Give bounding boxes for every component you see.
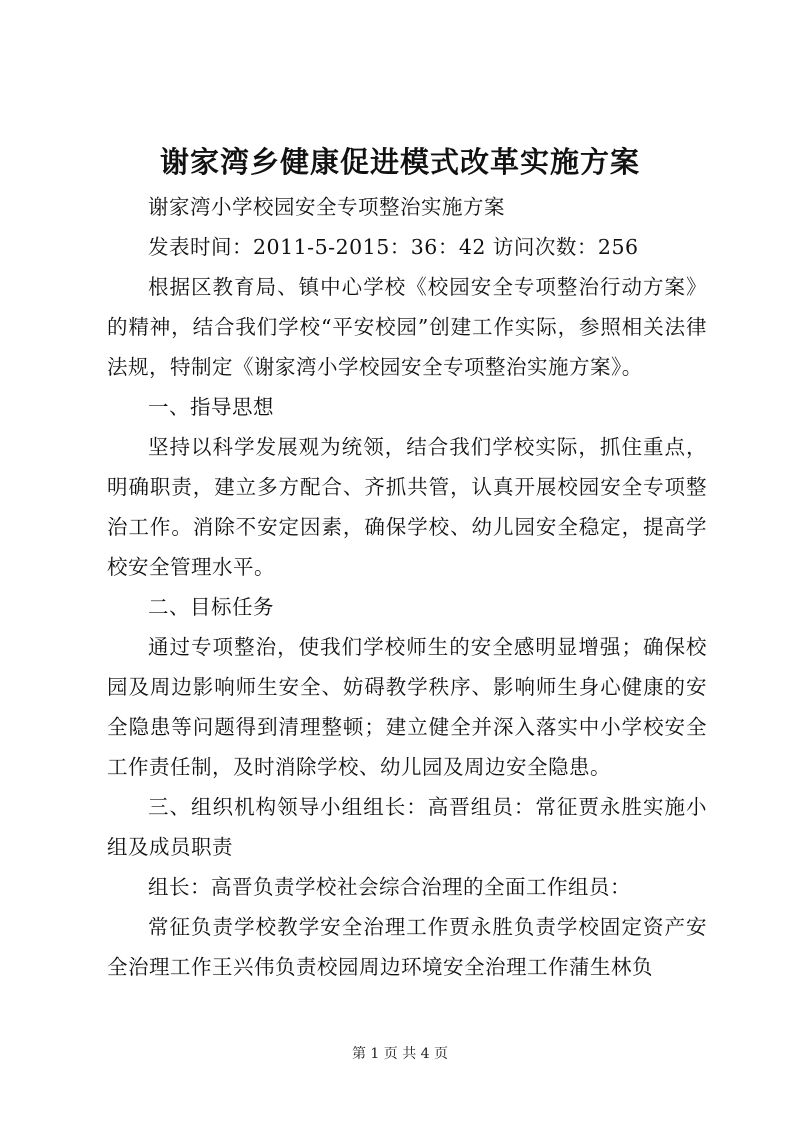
subtitle-paragraph: 谢家湾小学校园安全专项整治实施方案 (148, 195, 505, 219)
document-title: 谢家湾乡健康促进模式改革实施方案 (159, 145, 640, 179)
intro-paragraph: 根据区教育局、镇中心学校《校园安全专项整治行动方案》的精神，结合我们学校“平安校园”创建工作实际，参照相关法律法规，特制定《谢家湾小学校园安全专项整治实施方案》。 (107, 275, 707, 379)
responsibilities-paragraph: 常征负责学校教学安全治理工作贾永胜负责学校固定资产安全治理工作王兴伟负责校园周边环境安全治理工作蒲生林负 (107, 915, 707, 979)
publish-info-paragraph: 发表时间：2011-5-2015：36：42 访问次数：256 (148, 235, 639, 259)
guiding-ideology-paragraph: 坚持以科学发展观为统领，结合我们学校实际，抓住重点，明确职责，建立多方配合、齐抓共管，认真开展校园安全专项整治工作。消除不安定因素，确保学校、幼儿园安全稳定，提高学校安全管理水平。 (107, 435, 707, 579)
document-body (107, 187, 707, 987)
organization-paragraph: 三、组织机构领导小组组长：高晋组员：常征贾永胜实施小组及成员职责 (107, 795, 707, 859)
goals-paragraph: 通过专项整治，使我们学校师生的安全感明显增强；确保校园及周边影响师生安全、妨碍教学秩序、影响师生身心健康的安全隐患等问题得到清理整顿；建立健全并深入落实中小学校安全工作责任制，及时消除学校、幼儿园及周边安全隐患。 (107, 635, 707, 779)
page-number-footer: 第 1 页 共 4 页 (351, 1046, 449, 1062)
team-leader-paragraph: 组长：高晋负责学校社会综合治理的全面工作组员： (148, 875, 631, 899)
section-heading-goals: 二、目标任务 (148, 595, 274, 619)
section-heading-guiding-ideology: 一、指导思想 (148, 395, 274, 419)
